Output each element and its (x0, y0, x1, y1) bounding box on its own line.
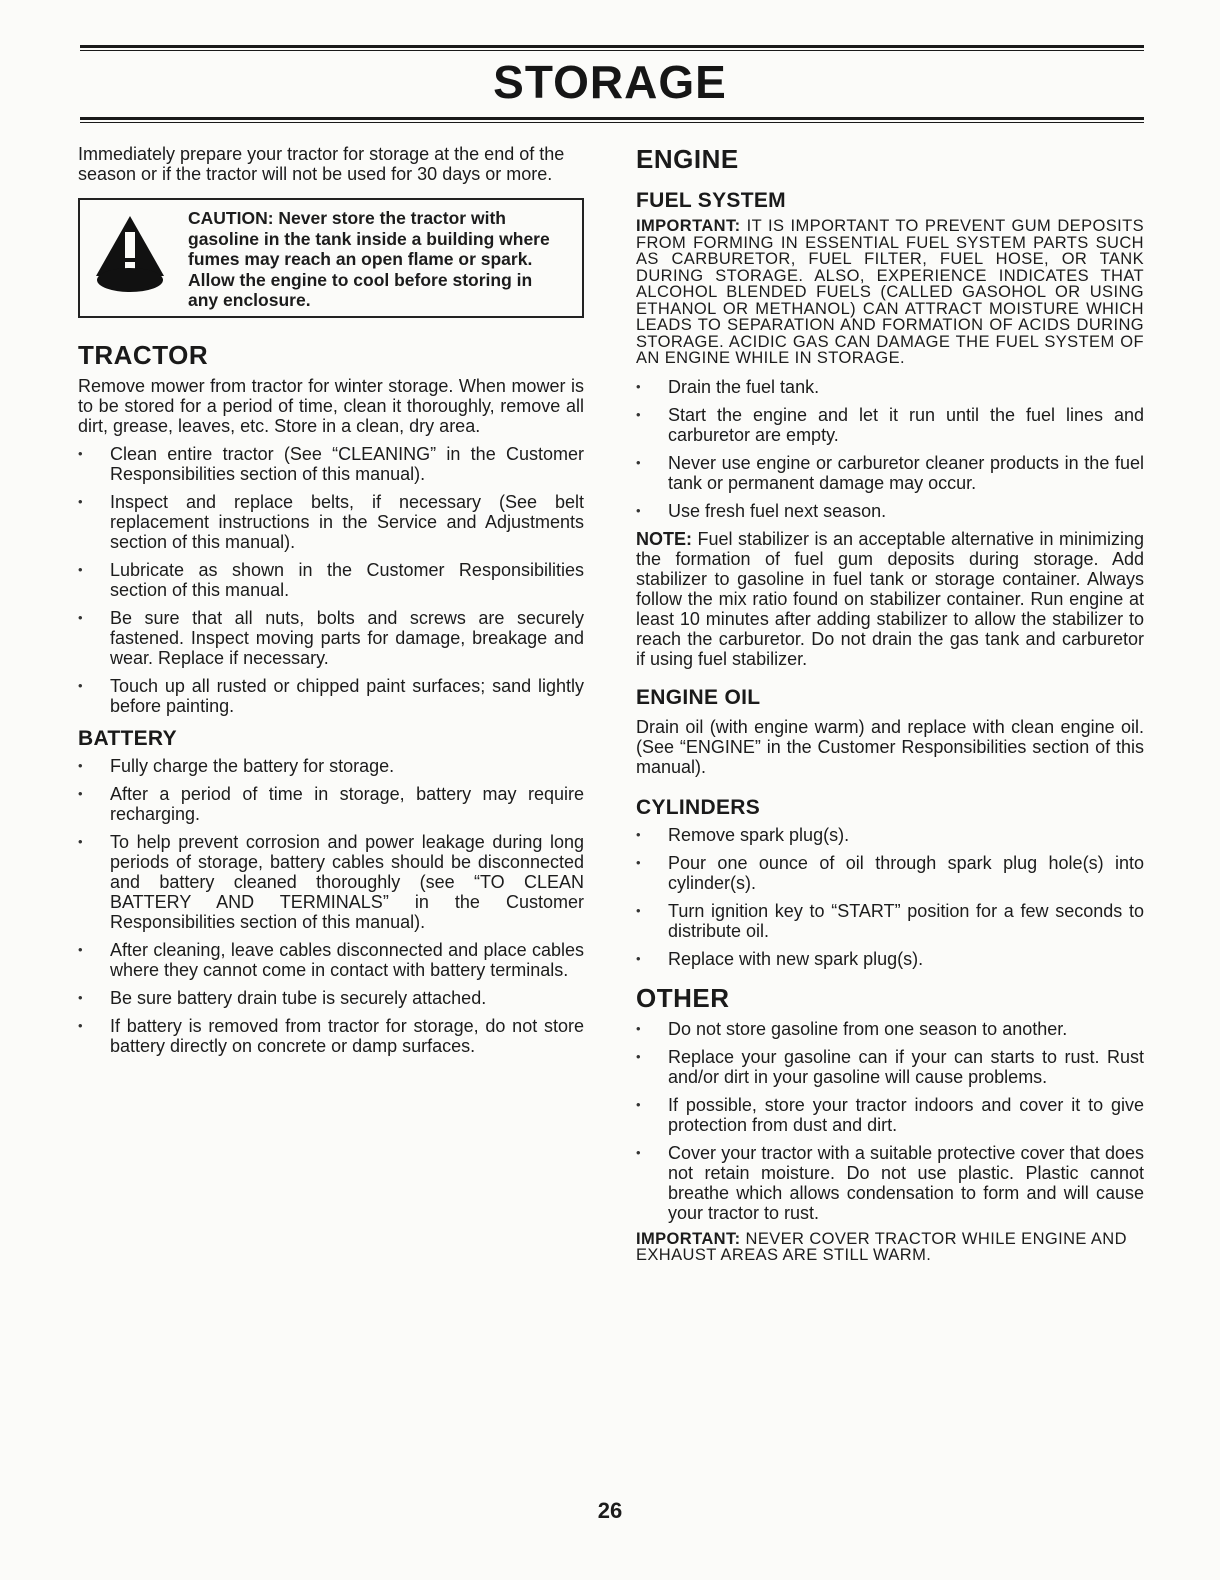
fuel-system-heading: FUEL SYSTEM (636, 189, 786, 212)
warning-triangle-icon (94, 214, 166, 294)
bullet-icon: • (636, 1144, 641, 1160)
other-important-paragraph (636, 1231, 1144, 1264)
cylinders-list (636, 825, 1144, 969)
list-item: • If possible, store your tractor indoors and cover it to give protection from dust and dirt. (636, 1094, 1144, 1135)
bullet-icon: • (78, 610, 83, 625)
important-text: NEVER COVER TRACTOR WHILE ENGINE AND EXHAUST AREAS ARE STILL WARM. (636, 1229, 1127, 1264)
important-text: IT IS IMPORTANT TO PREVENT GUM DEPOSITS FROM FORMING IN ESSENTIAL FUEL SYSTEM PARTS SUCH AS CARBURETOR, FUEL FILTER, FUEL HOSE, OR TANK DURING STORAGE. ALSO, EXPERIENCE INDICATES THAT ALCOHOL BLENDED FUELS (CALLED GASOHOL OR USING ETHANOL OR METHANOL) CAN ATTRACT MOISTURE WHICH LEADS TO SEPARATION AND FORMATION OF ACIDS DURING STORAGE. ACIDIC GAS CAN DAMAGE THE FUEL SYSTEM OF AN ENGINE WHILE IN STORAGE. (636, 217, 1144, 367)
other-heading: OTHER (636, 982, 730, 1013)
intro-paragraph: Immediately prepare your tractor for storage at the end of the season or if the tractor will not be used for 30 days or more. (78, 144, 565, 184)
other-list (636, 1019, 1144, 1223)
list-item: • Replace your gasoline can if your can starts to rust. Rust and/or dirt in your gasoline will cause problems. (636, 1046, 1144, 1087)
page-title: STORAGE (493, 56, 727, 108)
bullet-icon: • (78, 786, 83, 801)
bullet-icon: • (78, 678, 83, 693)
bullet-icon: • (636, 1048, 641, 1064)
list-item: • After cleaning, leave cables disconnected and place cables where they cannot come in contact with battery terminals. (78, 940, 584, 980)
bullet-icon: • (78, 562, 83, 577)
left-column (78, 144, 584, 1064)
list-item: • Start the engine and let it run until the fuel lines and carburetor are empty. (636, 404, 1144, 445)
list-item: • Remove spark plug(s). (636, 824, 850, 845)
tractor-paragraph: Remove mower from tractor for winter storage. When mower is to be stored for a period of time, clean it thoroughly, remove all dirt, grease, leaves, etc. Store in a clean, dry area. (78, 376, 584, 436)
bullet-icon: • (636, 950, 641, 966)
bullet-icon: • (78, 758, 83, 773)
note-label: NOTE: (636, 528, 692, 549)
bullet-icon: • (636, 854, 641, 870)
page-number: 26 (597, 1498, 623, 1523)
list-item: • Do not store gasoline from one season to another. (636, 1018, 1068, 1039)
bottom-rule-thin (80, 122, 1144, 123)
engine-heading: ENGINE (636, 144, 739, 174)
list-item: • Be sure that all nuts, bolts and screws are securely fastened. Inspect moving parts for damage, breakage and wear. Replace if necessary. (78, 608, 584, 668)
bullet-icon: • (78, 990, 83, 1005)
fuel-note-paragraph (636, 529, 1144, 669)
tractor-heading: TRACTOR (78, 340, 209, 370)
bullet-icon: • (636, 826, 641, 842)
list-item: • Be sure battery drain tube is securely attached. (78, 988, 487, 1008)
bullet-icon: • (636, 378, 641, 394)
engine-oil-paragraph: Drain oil (with engine warm) and replace with clean engine oil. (See “ENGINE” in the Customer Responsibilities section of this manual). (636, 716, 1144, 777)
list-item: • Drain the fuel tank. (636, 376, 820, 397)
bullet-icon: • (636, 1096, 641, 1112)
engine-oil-heading: ENGINE OIL (636, 685, 761, 709)
list-item: • After a period of time in storage, battery may require recharging. (78, 784, 584, 824)
note-text: Fuel stabilizer is an acceptable alternative in minimizing the formation of fuel gum deposits during storage. Add stabilizer to gasoline in fuel tank or storage container. Always follow the mix ratio found on stabilizer container. Run engine at least 10 minutes after adding stabilizer to allow the stabilizer to reach the carburetor. Do not drain the gas tank and carburetor if using fuel stabilizer. (636, 528, 1144, 669)
bullet-icon: • (78, 942, 83, 957)
bullet-icon: • (636, 406, 641, 422)
list-item: • Inspect and replace belts, if necessary (See belt replacement instructions in the Service and Adjustments section of this manual). (78, 492, 584, 552)
list-item: • Replace with new spark plug(s). (636, 948, 924, 969)
bullet-icon: • (636, 502, 641, 518)
bullet-icon: • (636, 902, 641, 918)
right-column (636, 144, 1144, 1264)
list-item: • Use fresh fuel next season. (636, 500, 887, 521)
top-rule-thin (80, 50, 1144, 51)
cylinders-heading: CYLINDERS (636, 795, 761, 819)
list-item: • Clean entire tractor (See “CLEANING” in the Customer Responsibilities section of this manual). (78, 444, 584, 484)
bullet-icon: • (636, 1020, 641, 1036)
list-item: • Fully charge the battery for storage. (78, 756, 395, 776)
list-item: • Pour one ounce of oil through spark plug hole(s) into cylinder(s). (636, 852, 1144, 893)
battery-list (78, 756, 584, 1056)
list-item: • Touch up all rusted or chipped paint surfaces; sand lightly before painting. (78, 676, 584, 716)
tractor-list (78, 444, 584, 716)
caution-text: CAUTION: Never store the tractor with gasoline in the tank inside a building where fumes may reach an open flame or spark. Allow the engine to cool before storing in any enclosure. (188, 208, 550, 310)
important-label: IMPORTANT: (636, 217, 741, 235)
bullet-icon: • (78, 1018, 83, 1033)
bullet-icon: • (636, 454, 641, 470)
bullet-icon: • (78, 494, 83, 509)
list-item: • Cover your tractor with a suitable protective cover that does not retain moisture. Do not use plastic. Plastic cannot breathe which allows condensation to form and will cause your tractor to rust. (636, 1142, 1144, 1223)
list-item: • If battery is removed from tractor for storage, do not store battery directly on concrete or damp surfaces. (78, 1016, 584, 1056)
battery-heading: BATTERY (78, 727, 177, 750)
fuel-list (636, 377, 1144, 521)
bottom-rule (80, 117, 1144, 120)
important-label: IMPORTANT: (636, 1229, 741, 1248)
caution-box (78, 198, 584, 318)
fuel-important-paragraph (636, 218, 1144, 367)
list-item: • Lubricate as shown in the Customer Responsibilities section of this manual. (78, 560, 584, 600)
list-item: • Turn ignition key to “START” position for a few seconds to distribute oil. (636, 900, 1144, 941)
top-rule (80, 45, 1144, 48)
bullet-icon: • (78, 446, 83, 461)
list-item: • Never use engine or carburetor cleaner products in the fuel tank or permanent damage may occur. (636, 452, 1144, 493)
bullet-icon: • (78, 834, 83, 849)
list-item: • To help prevent corrosion and power leakage during long periods of storage, battery cables should be disconnected and battery cleaned thoroughly (see “TO CLEAN BATTERY AND TERMINALS” in the Customer Responsibilities section of this manual). (78, 832, 584, 932)
